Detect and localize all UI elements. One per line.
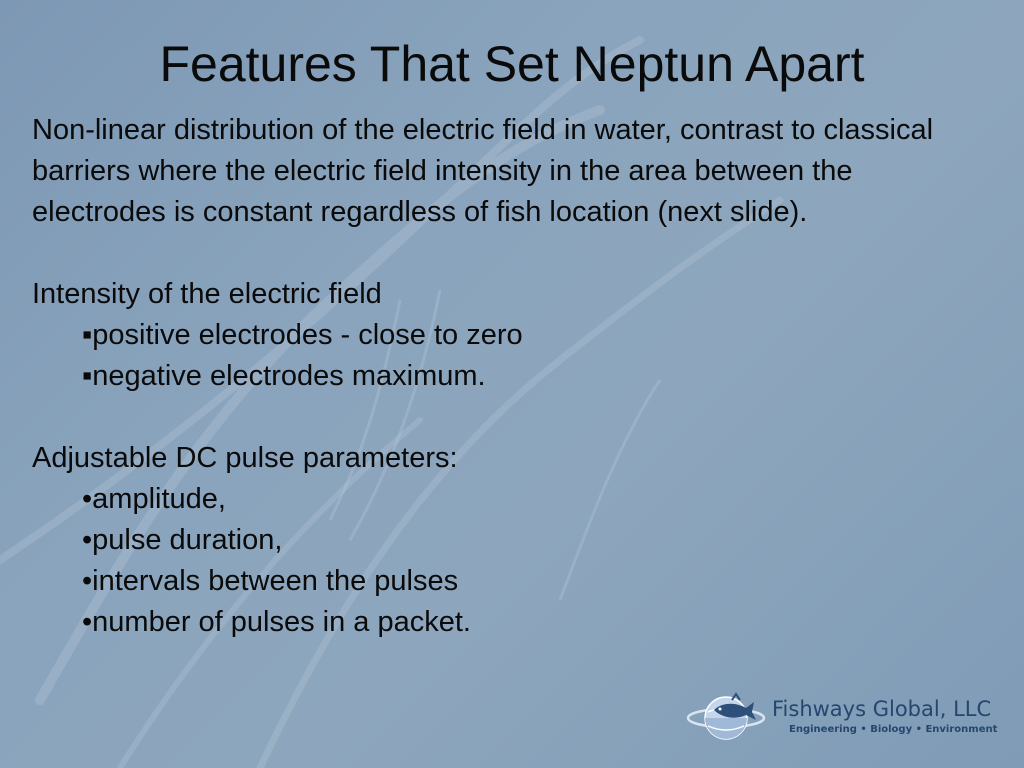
spacer — [32, 397, 982, 438]
list-item-amplitude: •amplitude, — [82, 483, 226, 515]
spacer — [32, 233, 982, 274]
list-item-intervals: •intervals between the pulses — [82, 565, 459, 597]
company-name: Fishways Global, LLC — [772, 697, 992, 721]
list-item-pulses-per-packet: •number of pulses in a packet. — [82, 606, 471, 638]
fish-globe-icon — [686, 688, 770, 746]
slide-title: Features That Set Neptun Apart — [159, 36, 865, 92]
slide-body — [32, 110, 982, 643]
company-logo — [686, 688, 998, 748]
section-heading-pulse-parameters: Adjustable DC pulse parameters: — [32, 442, 458, 474]
section-heading-field-intensity: Intensity of the electric field — [32, 278, 382, 310]
list-item-positive-electrodes: ▪positive electrodes - close to zero — [82, 319, 523, 351]
company-tagline: Engineering • Biology • Environment — [789, 724, 998, 735]
list-item-pulse-duration: •pulse duration, — [82, 524, 283, 556]
paragraph-nonlinear-distribution: Non-linear distribution of the electric field in water, contrast to classical barriers where the electric field intensity in the area between the electrodes is constant regardless of fish location (next slide). — [32, 114, 934, 228]
list-item-negative-electrodes: ▪negative electrodes maximum. — [82, 360, 486, 392]
